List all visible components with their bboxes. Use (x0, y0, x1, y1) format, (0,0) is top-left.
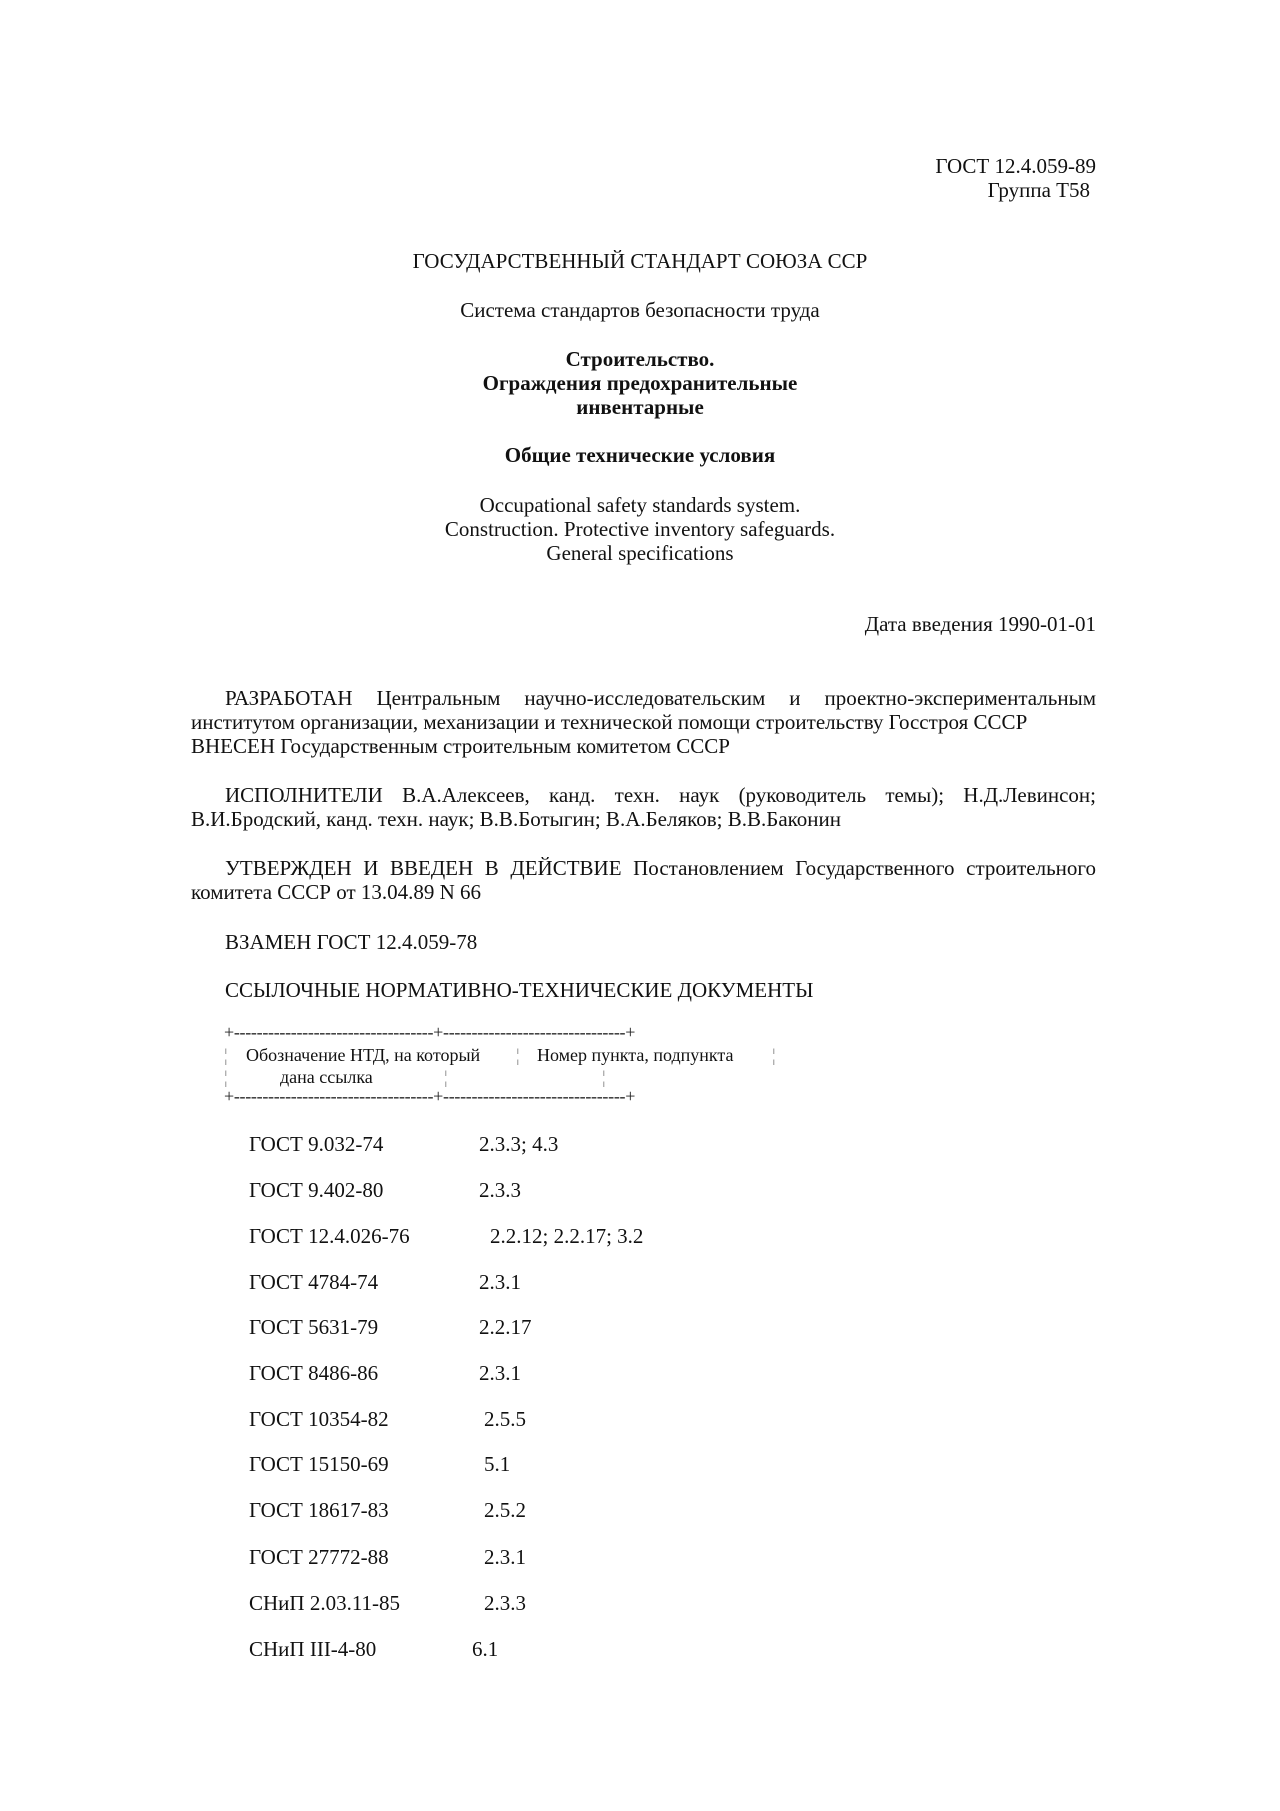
table-divider-left: ¦ (224, 1045, 228, 1065)
row-item: 2.5.2 (484, 1498, 526, 1522)
col2-header: Номер пункта, подпункта (537, 1045, 734, 1065)
row-doc: ГОСТ 10354-82 (249, 1407, 389, 1431)
table-row (249, 1591, 849, 1615)
table-row (249, 1498, 849, 1522)
table-row (249, 1407, 849, 1431)
row-item: 2.2.12; 2.2.17; 3.2 (490, 1224, 644, 1248)
table-row (249, 1224, 849, 1248)
developed-text: РАЗРАБОТАН Центральным научно-исследовательским и проектно-экспериментальным институтом организации, механизации и технической помощи строительству Госстроя СССР (191, 686, 1096, 734)
row-item: 2.3.1 (484, 1545, 526, 1569)
approved-paragraph (191, 856, 1096, 904)
intro-date: Дата введения 1990-01-01 (864, 612, 1096, 636)
table-divider-mid-2: ¦ (444, 1067, 448, 1087)
row-doc: ГОСТ 15150-69 (249, 1452, 389, 1476)
title-line-1: Строительство. (565, 347, 715, 371)
col1-header-line-2: дана ссылка (280, 1067, 373, 1087)
row-doc: ГОСТ 5631-79 (249, 1315, 379, 1339)
row-doc: ГОСТ 12.4.026-76 (249, 1224, 410, 1248)
row-item: 2.5.5 (484, 1407, 526, 1431)
table-divider-right-2: ¦ (602, 1067, 606, 1087)
row-doc: ГОСТ 18617-83 (249, 1498, 389, 1522)
row-item: 2.3.1 (479, 1361, 521, 1385)
row-item: 2.3.3; 4.3 (479, 1132, 559, 1156)
table-divider-mid: ¦ (516, 1045, 520, 1065)
title-line-3: инвентарные (576, 395, 704, 419)
english-title-line-1: Occupational safety standards system. (479, 493, 801, 517)
title-line-2: Ограждения предохранительные (482, 371, 798, 395)
developed-paragraph (191, 686, 1096, 734)
table-row (249, 1545, 849, 1569)
row-doc: ГОСТ 8486-86 (249, 1361, 379, 1385)
row-doc: ГОСТ 9.032-74 (249, 1132, 384, 1156)
table-divider-left-2: ¦ (224, 1067, 228, 1087)
row-item: 2.3.1 (479, 1270, 521, 1294)
table-row (249, 1270, 849, 1294)
replaces-line: ВЗАМЕН ГОСТ 12.4.059-78 (225, 930, 478, 954)
row-item: 2.3.3 (479, 1178, 521, 1202)
table-border-top: +-----------------------------------+--------------------------------+ (224, 1022, 636, 1042)
table-divider-right: ¦ (772, 1045, 776, 1065)
table-border-bottom: +-----------------------------------+--------------------------------+ (224, 1086, 636, 1106)
col1-header-line-1: Обозначение НТД, на который (246, 1045, 481, 1065)
executors-paragraph (191, 783, 1096, 831)
table-row (249, 1361, 849, 1385)
english-title-line-3: General specifications (546, 541, 734, 565)
references-heading: ССЫЛОЧНЫЕ НОРМАТИВНО-ТЕХНИЧЕСКИЕ ДОКУМЕНТЫ (225, 978, 814, 1002)
table-row (249, 1315, 849, 1339)
submitted-text: ВНЕСЕН Государственным строительным комитетом СССР (191, 734, 730, 758)
subtitle: Общие технические условия (504, 443, 776, 467)
table-row (249, 1637, 849, 1661)
table-row (249, 1178, 849, 1202)
row-item: 5.1 (484, 1452, 511, 1476)
row-doc: ГОСТ 4784-74 (249, 1270, 379, 1294)
state-standard-heading: ГОСУДАРСТВЕННЫЙ СТАНДАРТ СОЮЗА ССР (412, 249, 868, 273)
group-label: Группа Т58 (987, 178, 1090, 202)
english-title-line-2: Construction. Protective inventory safeguards. (444, 517, 836, 541)
table-row (249, 1452, 849, 1476)
row-item: 2.2.17 (479, 1315, 532, 1339)
row-doc: СНиП 2.03.11-85 (249, 1591, 401, 1615)
row-item: 2.3.3 (484, 1591, 526, 1615)
table-row (249, 1132, 849, 1156)
approved-text: УТВЕРЖДЕН И ВВЕДЕН В ДЕЙСТВИЕ Постановлением Государственного строительного комитета СССР от 13.04.89 N 66 (191, 856, 1096, 904)
executors-text: ИСПОЛНИТЕЛИ В.А.Алексеев, канд. техн. наук (руководитель темы); Н.Д.Левинсон; В.И.Бродский, канд. техн. наук; В.В.Ботыгин; В.А.Беляков; В.В.Баконин (191, 783, 1096, 831)
row-doc: ГОСТ 27772-88 (249, 1545, 389, 1569)
row-item: 6.1 (472, 1637, 499, 1661)
gost-number: ГОСТ 12.4.059-89 (935, 154, 1096, 178)
submitted-paragraph (191, 734, 1096, 758)
system-heading: Система стандартов безопасности труда (460, 298, 820, 322)
row-doc: СНиП III-4-80 (249, 1637, 377, 1661)
row-doc: ГОСТ 9.402-80 (249, 1178, 384, 1202)
